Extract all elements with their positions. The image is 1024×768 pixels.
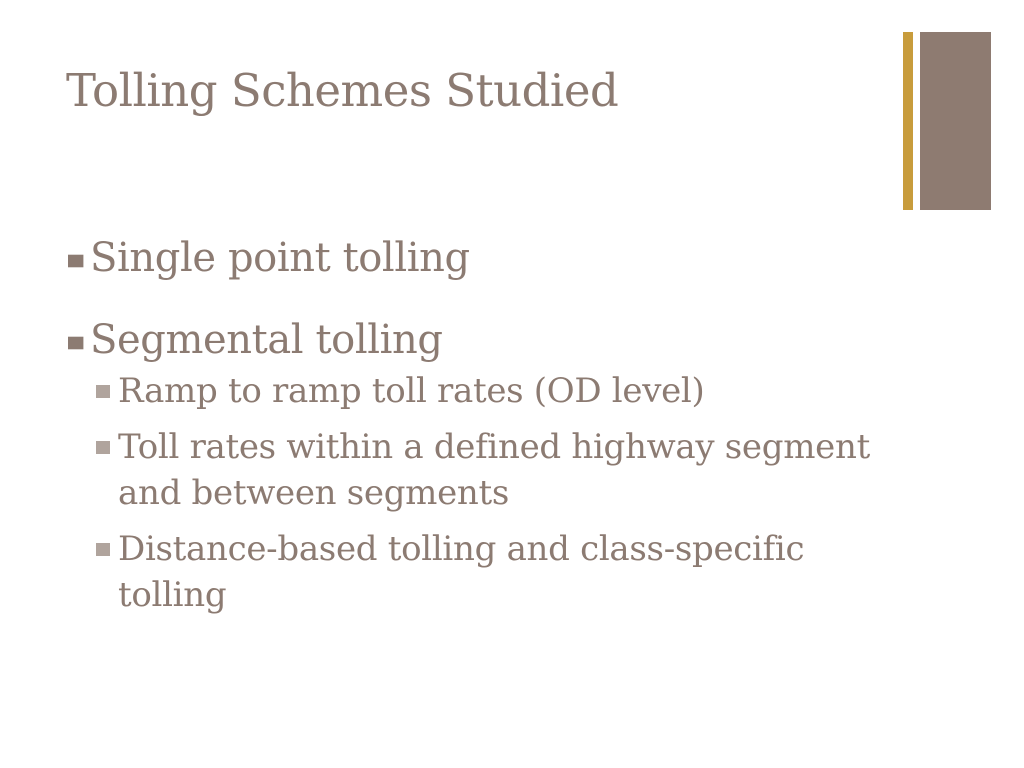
square-bullet-icon	[68, 337, 83, 350]
accent-bar-taupe	[920, 32, 991, 210]
sub-bullet-text: Distance-based tolling and class-specific tolling	[118, 529, 805, 615]
bullet-text: Segmental tolling	[90, 317, 443, 363]
bullet-single-point-tolling	[68, 232, 888, 284]
sub-bullet-text: Ramp to ramp toll rates (OD level)	[118, 371, 705, 411]
sub-bullet-distance-based	[96, 526, 888, 618]
sub-bullet-text: Toll rates within a defined highway segment and between segments	[118, 427, 870, 513]
sub-bullet-toll-rates-segment	[96, 424, 888, 516]
bullet-text: Single point tolling	[90, 235, 470, 281]
square-sub-bullet-icon	[96, 385, 110, 398]
slide-body	[68, 232, 888, 628]
square-sub-bullet-icon	[96, 441, 110, 454]
bullet-segmental-tolling	[68, 314, 888, 366]
square-bullet-icon	[68, 255, 83, 268]
accent-bar-gold	[903, 32, 913, 210]
sub-bullet-ramp-to-ramp	[96, 368, 888, 414]
slide-title: Tolling Schemes Studied	[66, 64, 619, 117]
square-sub-bullet-icon	[96, 543, 110, 556]
